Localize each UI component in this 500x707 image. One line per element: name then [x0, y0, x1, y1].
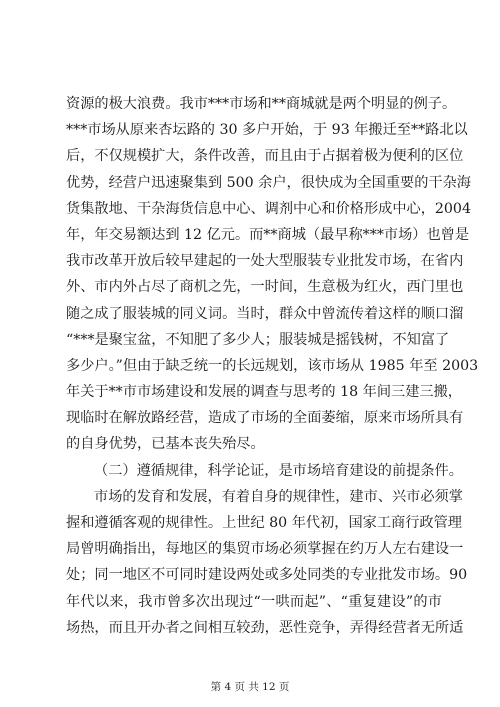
text-line: 局曾明确指出，每地区的集贸市场必须掌握在约万人左右建设一 — [66, 541, 464, 558]
text-line: 后，不仅规模扩大，条件改善，而且由于占据着极为便利的区位 — [66, 148, 464, 165]
text-line: 年代以来，我市曾多次出现过“一哄而起”、“重复建设”的市 — [66, 593, 442, 610]
text-line: 年关于**市市场建设和发展的调查与思考的 18 年间三建三搬， — [66, 384, 462, 401]
page-number-label: 第 4 页 共 12 页 — [210, 681, 290, 693]
text-line: ***市场从原来杏坛路的 30 多户开始，于 93 年搬迁至**路北以 — [66, 122, 468, 139]
text-line: 货集散地、干杂海货信息中心、调剂中心和价格形成中心，2004 — [66, 200, 471, 217]
text-line: 资源的极大浪费。我市***市场和**商城就是两个明显的例子。 — [66, 96, 457, 112]
text-line: 我市改革开放后较早建起的一处大型服装专业批发市场，在省内 — [66, 253, 464, 270]
text-line: 的自身优势，已基本丧失殆尽。 — [66, 436, 265, 453]
section-heading: （二）遵循规律，科学论证，是市场培育建设的前提条件。 — [94, 462, 463, 479]
document-body — [66, 91, 479, 641]
text-line: 场热，而且开办者之间相互较劲，恶性竞争，弄得经营者无所适 — [66, 619, 464, 636]
text-line: 多少户。”但由于缺乏统一的长远规划，该市场从 1985 年至 2003 — [66, 357, 479, 374]
text-line: “***是聚宝盆，不知肥了多少人；服装城是摇钱树，不知富了 — [66, 331, 450, 348]
page-footer — [0, 679, 500, 694]
text-line: 现临时在解放路经营，造成了市场的全面萎缩，原来市场所具有 — [66, 410, 464, 427]
text-line: 外、市内外占尽了商机之先，一时间，生意极为红火，西门里也 — [66, 279, 464, 296]
text-line: 优势，经营户迅速聚集到 500 余户，很快成为全国重要的干杂海 — [66, 174, 471, 191]
text-line: 市场的发育和发展，有着自身的规律性，建市、兴市必须掌 — [94, 488, 463, 505]
text-line: 握和遵循客观的规律性。上世纪 80 年代初，国家工商行政管理 — [66, 515, 462, 531]
text-line: 处；同一地区不可同时建设两处或多处同类的专业批发市场。90 — [66, 567, 468, 584]
text-line: 随之成了服装城的同义词。当时，群众中曾流传着这样的顺口溜 — [66, 305, 464, 322]
text-line: 年，年交易额达到 12 亿元。而**商城（最早称***市场）也曾是 — [66, 226, 470, 243]
